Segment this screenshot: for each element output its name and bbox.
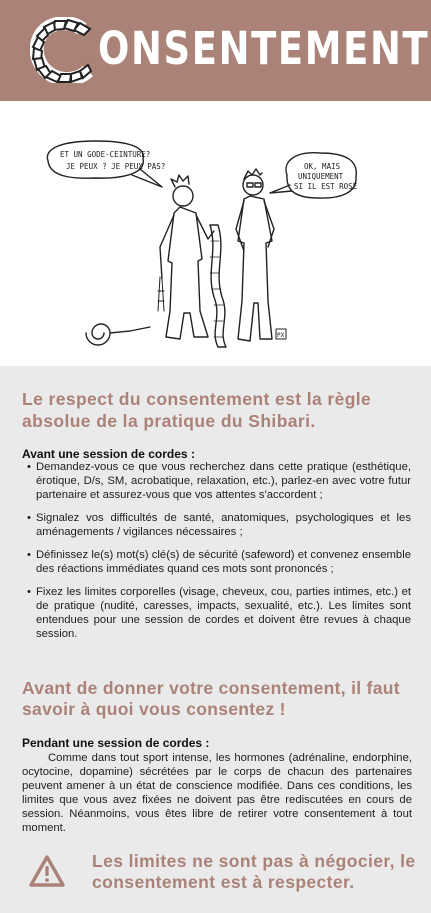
consent-highlight: Avant de donner votre consentement, il faut savoir à quoi vous consentez ! [22,678,400,719]
two-characters-drawing [0,101,431,366]
speech-left-line-1: ET UN GODE-CEINTURE? [60,150,151,159]
lead-statement: Le respect du consentement est la règle absolue de la pratique du Shibari. [22,389,372,431]
header-banner [0,0,431,101]
speech-left-line-2: JE PEUX ? JE PEUX PAS? [66,162,166,171]
during-session-text: Comme dans tout sport intense, les hormones (adrénaline, endorphine, ocytocine, dopamine) sécrétées par le corps de chacun des partenaires peuvent amener à un état de conscience modifiée. Dans ces conditions, les limites que vous avez fixées ne doivent pas être rediscutées en cours de session. Néanmoins, vous êtes libre de retirer votre consentement à tout moment. [22,752,412,834]
speech-right-line-2: UNIQUEMENT [298,172,344,181]
before-session-list [27,461,411,651]
warning-triangle-icon [28,854,66,888]
signature-text: PX [277,332,285,339]
list-item: • Signalez vos difficultés de santé, anatomiques, psychologiques et les aménagements / vigilances nécessaires ; [27,511,411,538]
during-session-heading: Pendant une session de cordes : [22,736,210,750]
braided-rope-c-icon [30,17,96,83]
speech-right-line-1: OK, MAIS [304,162,341,171]
before-session-heading: Avant une session de cordes : [22,447,195,461]
speech-right-line-3: SI IL EST ROSE [294,182,358,191]
list-item: • Demandez-vous ce que vous recherchez dans cette pratique (esthétique, érotique, D/s, SM, acrobatique, relaxation, etc.), parlez-en avec votre futur partenaire et assurez-vous que vos attentes s'accordent ; [27,461,411,501]
speech-bubble-left [47,141,143,178]
list-item: • Définissez le(s) mot(s) clé(s) de sécurité (safeword) et convenez ensemble des réactions immédiates quand ces mots sont prononcés ; [27,548,411,575]
footer-warning-text: Les limites ne sont pas à négocier, le consentement est à respecter. [92,851,416,892]
cartoon-illustration [0,101,431,366]
list-item: • Fixez les limites corporelles (visage, cheveux, cou, parties intimes, etc.) et de pratique (nudité, caresses, impacts, sexualité, etc.). Les limites sont entendues pour une session de cordes et doivent être revues à chaque session. [27,585,411,640]
page-title: ONSENTEMENT [98,22,430,75]
